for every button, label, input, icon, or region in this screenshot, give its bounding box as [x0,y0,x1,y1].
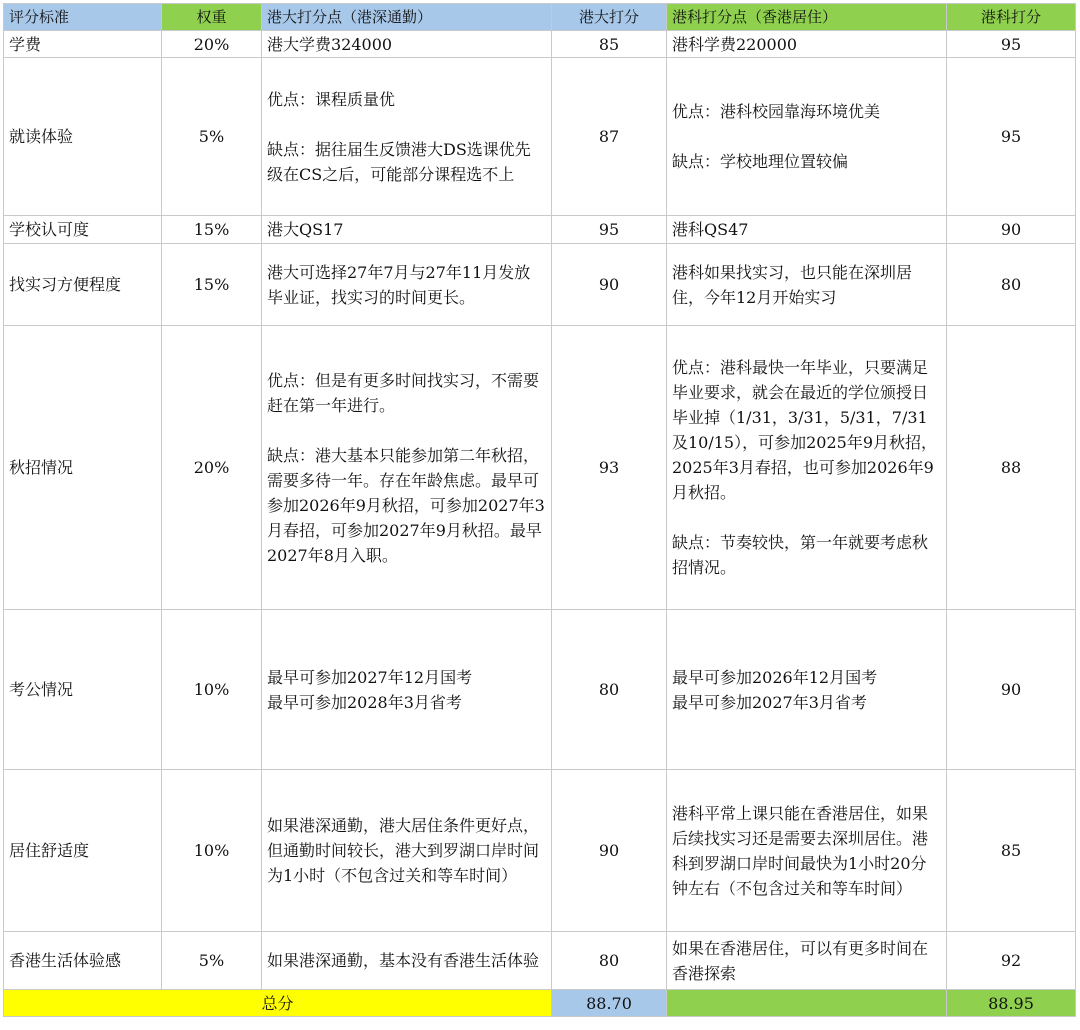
cell-hkust-score[interactable]: 90 [947,610,1076,770]
cell-hkust-points[interactable]: 港科QS47 [667,216,947,244]
cell-hkust-score[interactable]: 85 [947,770,1076,932]
cell-weight[interactable]: 15% [162,216,262,244]
cell-criteria[interactable]: 香港生活体验感 [4,932,162,990]
cell-hku-points[interactable]: 港大学费324000 [262,31,552,58]
cell-hkust-score[interactable]: 92 [947,932,1076,990]
cell-weight[interactable]: 20% [162,31,262,58]
header-hku-points[interactable]: 港大打分点（港深通勤） [262,4,552,31]
total-hkust-blank[interactable] [667,990,947,1017]
cell-weight[interactable]: 20% [162,326,262,610]
cell-hkust-score[interactable]: 88 [947,326,1076,610]
cell-hkust-score[interactable]: 80 [947,244,1076,326]
table-row [4,31,1076,58]
cell-hkust-points[interactable]: 优点：港科校园靠海环境优美 缺点：学校地理位置较偏 [667,58,947,216]
table-row [4,932,1076,990]
total-hku-score[interactable]: 88.70 [552,990,667,1017]
cell-hku-points[interactable]: 如果港深通勤，港大居住条件更好点，但通勤时间较长，港大到罗湖口岸时间为1小时（不包含过关和等车时间） [262,770,552,932]
cell-criteria[interactable]: 就读体验 [4,58,162,216]
cell-hkust-points[interactable]: 最早可参加2026年12月国考 最早可参加2027年3月省考 [667,610,947,770]
cell-hku-score[interactable]: 87 [552,58,667,216]
cell-weight[interactable]: 5% [162,58,262,216]
cell-hku-points[interactable]: 最早可参加2027年12月国考 最早可参加2028年3月省考 [262,610,552,770]
table-row [4,770,1076,932]
cell-hkust-score[interactable]: 95 [947,31,1076,58]
cell-hku-points[interactable]: 如果港深通勤，基本没有香港生活体验 [262,932,552,990]
comparison-table [3,3,1076,1017]
header-hku-score[interactable]: 港大打分 [552,4,667,31]
cell-criteria[interactable]: 居住舒适度 [4,770,162,932]
cell-hku-score[interactable]: 80 [552,610,667,770]
cell-hku-points[interactable]: 港大QS17 [262,216,552,244]
cell-weight[interactable]: 10% [162,770,262,932]
cell-hku-score[interactable]: 80 [552,932,667,990]
cell-hkust-score[interactable]: 90 [947,216,1076,244]
cell-hku-score[interactable]: 90 [552,244,667,326]
cell-weight[interactable]: 15% [162,244,262,326]
cell-hkust-points[interactable]: 如果在香港居住，可以有更多时间在香港探索 [667,932,947,990]
table-row [4,244,1076,326]
header-criteria[interactable]: 评分标准 [4,4,162,31]
total-label-cell[interactable]: 总分 [4,990,552,1017]
table-row [4,610,1076,770]
cell-hku-score[interactable]: 93 [552,326,667,610]
header-row [4,4,1076,31]
cell-hkust-points[interactable]: 港科学费220000 [667,31,947,58]
cell-hku-points[interactable]: 港大可选择27年7月与27年11月发放毕业证，找实习的时间更长。 [262,244,552,326]
cell-criteria[interactable]: 秋招情况 [4,326,162,610]
cell-criteria[interactable]: 考公情况 [4,610,162,770]
table-row [4,58,1076,216]
table-row [4,326,1076,610]
total-row [4,990,1076,1017]
cell-hkust-score[interactable]: 95 [947,58,1076,216]
cell-hku-points[interactable]: 优点：课程质量优 缺点：据往届生反馈港大DS选课优先级在CS之后，可能部分课程选不上 [262,58,552,216]
cell-hkust-points[interactable]: 港科如果找实习，也只能在深圳居住，今年12月开始实习 [667,244,947,326]
cell-hku-score[interactable]: 85 [552,31,667,58]
header-hkust-points[interactable]: 港科打分点（香港居住） [667,4,947,31]
cell-criteria[interactable]: 学校认可度 [4,216,162,244]
header-hkust-score[interactable]: 港科打分 [947,4,1076,31]
cell-weight[interactable]: 10% [162,610,262,770]
cell-weight[interactable]: 5% [162,932,262,990]
cell-hkust-points[interactable]: 优点：港科最快一年毕业，只要满足毕业要求，就会在最近的学位颁授日毕业掉（1/31，3/31，5/31，7/31及10/15），可参加2025年9月秋招，2025年3月春招，也可参加2026年9月秋招。 缺点：节奏较快，第一年就要考虑秋招情况。 [667,326,947,610]
cell-hku-score[interactable]: 95 [552,216,667,244]
header-weight[interactable]: 权重 [162,4,262,31]
total-hkust-score[interactable]: 88.95 [947,990,1076,1017]
cell-hku-points[interactable]: 优点：但是有更多时间找实习，不需要赶在第一年进行。 缺点：港大基本只能参加第二年秋招，需要多待一年。存在年龄焦虑。最早可参加2026年9月秋招，可参加2027年3月春招，可参加2027年9月秋招。最早2027年8月入职。 [262,326,552,610]
table-row [4,216,1076,244]
cell-criteria[interactable]: 学费 [4,31,162,58]
cell-criteria[interactable]: 找实习方便程度 [4,244,162,326]
cell-hku-score[interactable]: 90 [552,770,667,932]
cell-hkust-points[interactable]: 港科平常上课只能在香港居住，如果后续找实习还是需要去深圳居住。港科到罗湖口岸时间最快为1小时20分钟左右（不包含过关和等车时间） [667,770,947,932]
